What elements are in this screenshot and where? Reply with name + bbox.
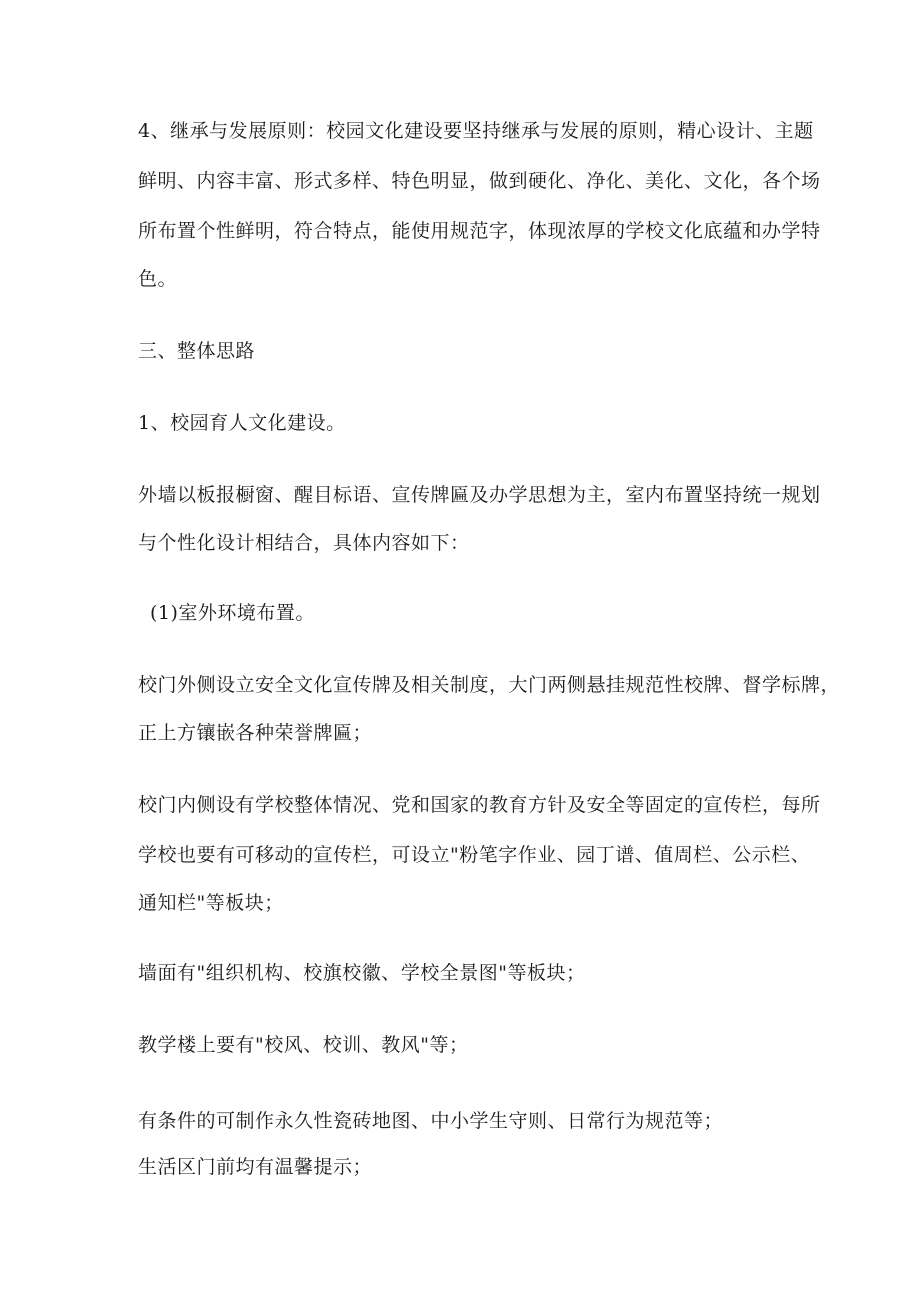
principle-4-line-3: 所布置个性鲜明，符合特点，能使用规范字，体现浓厚的学校文化底蕴和办学特 <box>138 220 821 242</box>
section-3-heading: 三、整体思路 <box>138 340 256 362</box>
wall-line: 墙面有"组织机构、校旗校徽、学校全景图"等板块； <box>138 962 586 984</box>
gate-inside-line-1: 校门内侧设有学校整体情况、党和国家的教育方针及安全等固定的宣传栏，每所 <box>138 794 821 816</box>
living-area-line: 生活区门前均有温馨提示； <box>138 1156 373 1178</box>
teaching-building-line: 教学楼上要有"校风、校训、教风"等； <box>138 1034 469 1056</box>
intro-line-2: 与个性化设计相结合，具体内容如下： <box>138 532 470 554</box>
intro-line-1: 外墙以板报橱窗、醒目标语、宣传牌匾及办学思想为主，室内布置坚持统一规划 <box>138 484 821 506</box>
tile-map-line: 有条件的可制作永久性瓷砖地图、中小学生守则、日常行为规范等； <box>138 1110 724 1132</box>
sub-1-heading: (1)室外环境布置。 <box>150 602 315 624</box>
gate-inside-line-2: 学校也要有可移动的宣传栏，可设立"粉笔字作业、园丁谱、值周栏、公示栏、 <box>138 844 811 866</box>
principle-4-line-2: 鲜明、内容丰富、形式多样、特色明显，做到硬化、净化、美化、文化，各个场 <box>138 170 821 192</box>
gate-inside-line-3: 通知栏"等板块； <box>138 892 284 914</box>
gate-outside-line-1: 校门外侧设立安全文化宣传牌及相关制度，大门两侧悬挂规范性校牌、督学标牌， <box>138 674 841 696</box>
principle-4-line-1: 4、继承与发展原则：校园文化建设要坚持继承与发展的原则，精心设计、主题 <box>138 120 814 142</box>
gate-outside-line-2: 正上方镶嵌各种荣誉牌匾； <box>138 722 373 744</box>
principle-4-line-4: 色。 <box>138 268 178 290</box>
item-1-heading: 1、校园育人文化建设。 <box>138 412 346 434</box>
